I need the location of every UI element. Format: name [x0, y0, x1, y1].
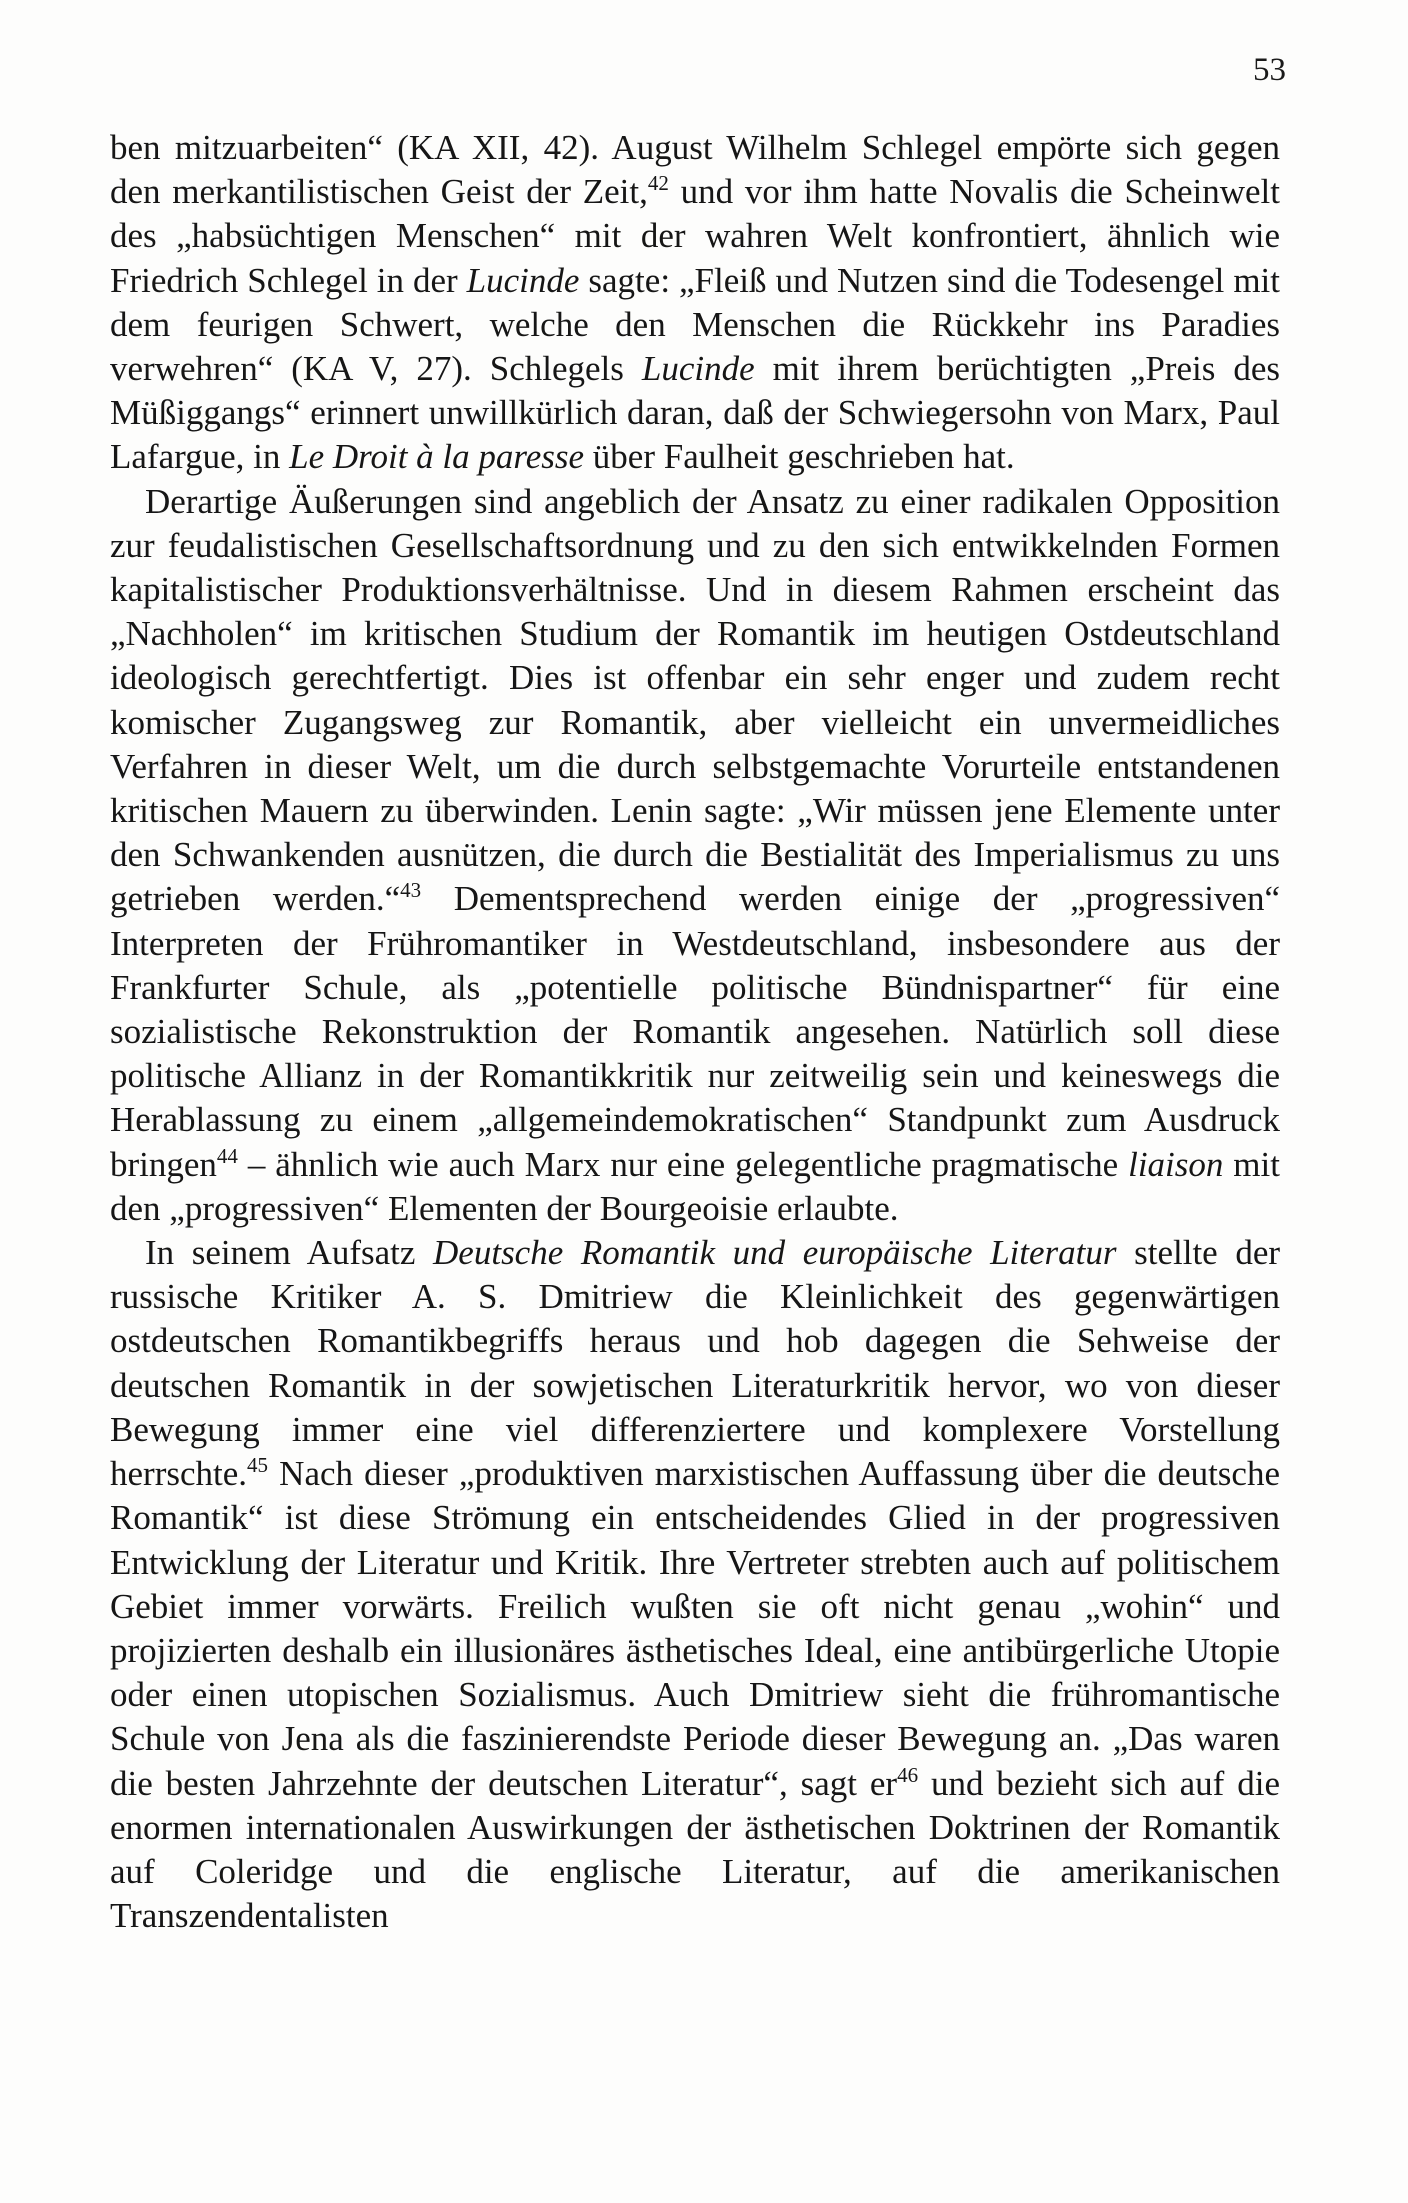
italic-title: Lucinde	[466, 260, 580, 300]
text-run: In seinem Aufsatz	[145, 1233, 434, 1273]
paragraph	[110, 1231, 1280, 1938]
text-run: sagte: „Fleiß und Nutzen sind die Todesengel mit dem feurigen Schwert, welche den Menschen die Rückkehr ins Paradies verwehren“ (KA V, 27). Schlegels	[110, 260, 1280, 389]
text-run: und vor ihm hatte Novalis die Scheinwelt des „habsüchtigen Menschen“ mit der wahren Welt konfrontiert, ähnlich wie Friedrich Schlegel in der	[110, 172, 1280, 300]
text-run: mit den „progressiven“ Elementen der Bourgeoisie erlaubte.	[110, 1144, 1280, 1228]
paragraph	[110, 126, 1280, 480]
footnote-marker: 44	[216, 1143, 238, 1168]
text-run: ben mitzuarbeiten“ (KA XII, 42). August Wilhelm Schlegel empörte sich gegen den merkantilistischen Geist der Zeit,	[110, 128, 1280, 212]
italic-title: Deutsche Romantik und europäische Literatur	[433, 1233, 1117, 1273]
text-run: Dementsprechend werden einige der „progressiven“ Interpreten der Frühromantiker in Westdeutschland, insbesondere aus der Frankfurter Schule, als „potentielle politische Bündnispartner“ für eine sozialistische Rekonstruktion der Romantik angesehen. Natürlich soll diese politische Allianz in der Romantikkritik nur zeitweilig sein und keineswegs die Herablassung zu einem „allgemeindemokratischen“ Standpunkt zum Ausdruck bringen	[110, 879, 1281, 1184]
text-run: mit ihrem berüchtigten „Preis des Müßiggangs“ erinnert unwillkürlich daran, daß der Schwiegersohn von Marx, Paul Lafargue, in	[110, 349, 1280, 477]
text-run: – ähnlich wie auch Marx nur eine gelegentliche pragmatische	[237, 1144, 1129, 1184]
text-run: und bezieht sich auf die enormen internationalen Auswirkungen der ästhetischen Doktrinen der Romantik auf Coleridge und die englische Literatur, auf die amerikanischen Transzendentalisten	[110, 1763, 1280, 1936]
text-run: Derartige Äußerungen sind angeblich der Ansatz zu einer radikalen Opposition zur feudalistischen Gesellschaftsordnung und zu den sich entwikkelnden Formen kapitalistischer Produktionsverhältnisse. Und in diesem Rahmen erscheint das „Nachholen“ im kritischen Studium der Romantik im heutigen Ostdeutschland ideologisch gerechtfertigt. Dies ist offenbar ein sehr enger und zudem recht komischer Zugangsweg zur Romantik, aber vielleicht ein unvermeidliches Verfahren in dieser Welt, um die durch selbstgemachte Vorurteile entstandenen kritischen Mauern zu überwinden. Lenin sagte: „Wir müssen jene Elemente unter den Schwankenden ausnützen, die durch die Bestialität des Imperialismus zu uns getrieben werden.“	[110, 481, 1280, 919]
text-run: stellte der russische Kritiker A. S. Dmitriew die Kleinlichkeit des gegenwärtigen ostdeutschen Romantikbegriffs heraus und hob dagegen die Sehweise der deutschen Romantik in der sowjetischen Literaturkritik hervor, wo von dieser Bewegung immer eine viel differenziertere und komplexere Vorstellung herrschte.	[110, 1233, 1281, 1494]
body-text	[110, 126, 1280, 1938]
italic-title: liaison	[1128, 1144, 1224, 1184]
italic-title: Le Droit à la paresse	[289, 437, 585, 477]
italic-title: Lucinde	[641, 349, 755, 389]
footnote-marker: 45	[247, 1453, 269, 1478]
footnote-marker: 43	[400, 878, 422, 903]
paragraph	[110, 480, 1280, 1231]
footnote-marker: 46	[897, 1762, 919, 1787]
text-run: über Faulheit geschrieben hat.	[584, 437, 1015, 477]
page-number: 53	[1253, 52, 1286, 88]
text-run: Nach dieser „produktiven marxistischen Auffassung über die deutsche Romantik“ ist diese Strömung ein entscheidendes Glied in der progressiven Entwicklung der Literatur und Kritik. Ihre Vertreter strebten auch auf politischem Gebiet immer vorwärts. Freilich wußten sie oft nicht genau „wohin“ und projizierten deshalb ein illusionäres ästhetisches Ideal, eine antibürgerliche Utopie oder einen utopischen Sozialismus. Auch Dmitriew sieht die frühromantische Schule von Jena als die faszinierendste Periode dieser Bewegung an. „Das waren die besten Jahrzehnte der deutschen Literatur“, sagt er	[110, 1454, 1280, 1803]
footnote-marker: 42	[647, 171, 669, 196]
